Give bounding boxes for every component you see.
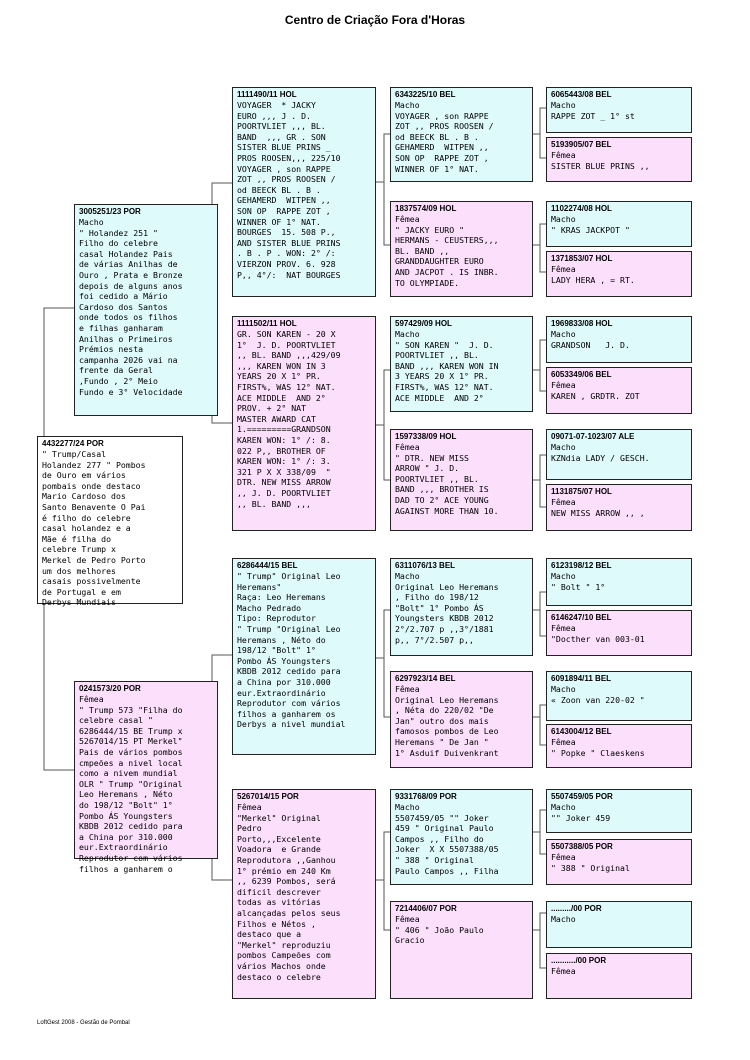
pedigree-card-gen4-14[interactable]: [546, 839, 692, 885]
card-description: Macho 5507459/05 "" Joker 459 " Original Paulo Campos ,, Filho do Joker X X 5507388/05 " 388 " Original Paulo Campos ,, Filha: [395, 802, 499, 876]
pedigree-card-gen3-5[interactable]: [390, 558, 533, 656]
ring-number: 1102274/08 HOL: [551, 204, 612, 213]
pedigree-card-gen4-3[interactable]: [546, 201, 692, 247]
pedigree-card-gen4-7[interactable]: [546, 429, 692, 480]
card-description: Macho "" Joker 459: [551, 802, 611, 823]
ring-number: 9331768/09 POR: [395, 792, 457, 801]
ring-number: 6286444/15 BEL: [237, 561, 298, 570]
pedigree-card-sire-dam[interactable]: [232, 316, 376, 531]
pedigree-card-dam-sire[interactable]: [232, 558, 376, 755]
pedigree-card-gen3-1[interactable]: [390, 87, 533, 182]
ring-number: 1111490/11 HOL: [237, 90, 297, 99]
card-description: Fêmea " JACKY EURO " HERMANS - CEUSTERS,,, BL. BAND ,, GRANDDAUGHTER EURO AND JACPOT . IS INBR. TO OLYMPIADE.: [395, 214, 499, 288]
card-description: Fêmea NEW MISS ARROW ,, ,: [551, 497, 645, 518]
ring-number: 3005251/23 POR: [79, 207, 141, 216]
card-description: Macho " Holandez 251 " Filho do celebre casal Holandez Pais de várias Anilhas de Ouro , Prata e Bronze depois de alguns anos foi cedido a Mário Cardoso dos Santos onde todos os filhos e filhas ganharam Anilhas o Primeiros Prémios nesta campanha 2026 vai na frente da Geral ,Fundo , 2° Meio Fundo e 3° Velocidade: [79, 217, 183, 397]
page-title: Centro de Criação Fora d'Horas: [284, 13, 466, 27]
card-description: Fêmea " Popke " Claeskens: [551, 737, 645, 758]
pedigree-card-gen3-4[interactable]: [390, 429, 533, 531]
card-description: Fêmea "Docther van 003-01: [551, 623, 645, 644]
ring-number: 6311076/13 BEL: [395, 561, 456, 570]
ring-number: 0241573/20 POR: [79, 684, 141, 693]
ring-number: 7214406/07 POR: [395, 904, 457, 913]
card-description: Macho " Bolt " 1°: [551, 571, 606, 592]
pedigree-card-gen3-7[interactable]: [390, 789, 533, 885]
card-description: Macho Original Leo Heremans , Filho do 198/12 "Bolt" 1° Pombo ÁS Youngsters KBDB 2012 2°/2.707 p ,,3°/1881 p,, 7°/2.507 p,,: [395, 571, 499, 645]
ring-number: 6053349/06 BEL: [551, 370, 612, 379]
pedigree-card-gen4-12[interactable]: [546, 724, 692, 768]
footer-credit: LoftGest 2008 - Gestão de Pombal: [37, 1020, 130, 1026]
card-description: Fêmea " 388 " Original: [551, 852, 630, 873]
card-description: Fêmea SISTER BLUE PRINS ,,: [551, 150, 650, 171]
card-description: Macho RAPPE ZOT _ 1° st: [551, 100, 635, 121]
card-description: Fêmea KAREN , GRDTR. ZOT: [551, 380, 640, 401]
pedigree-card-gen4-6[interactable]: [546, 367, 692, 414]
pedigree-card-gen3-8[interactable]: [390, 901, 533, 999]
ring-number: 1597338/09 HOL: [395, 432, 457, 441]
pedigree-card-gen4-15[interactable]: [546, 901, 692, 948]
card-description: VOYAGER * JACKY EURO ,,, J . D. POORTVLIET ,,, BL. BAND ,,, GR . SON SISTER BLUE PRINS _ PROS ROOSEN,,, 225/10 VOYAGER , son RAPPE ZOT ,, PROS ROOSEN / od BEECK BL . B . GEHAMERD WITPEN ,, SON OP RAPPE ZOT , WINNER OF 1° NAT. BOURGES 15. 508 P., AND SISTER BLUE PRINS . B . P . WON: 2° /: VIERZON PROV. 6. 928 P,, 4°/: NAT BOURGES: [237, 100, 341, 280]
card-description: Fêmea " Trump 573 "Filha do celebre casal " 6286444/15 BE Trump x 5267014/15 PT Merkel" Pais de vários pombos cmpeões a nivel local como a nivem mundial OLR " Trump "Original Leo Heremans , Néto do 198/12 "Bolt" 1° Pombo ÁS Youngsters KBDB 2012 cedido para a China por 310.000 eur.Extraordinário Reprodutor com vários filhos a ganharem o: [79, 694, 183, 874]
pedigree-card-dam-dam[interactable]: [232, 789, 376, 999]
pedigree-card-gen3-6[interactable]: [390, 671, 533, 768]
pedigree-card-gen4-1[interactable]: [546, 87, 692, 133]
pedigree-card-gen4-10[interactable]: [546, 610, 692, 656]
pedigree-card-gen3-3[interactable]: [390, 316, 533, 412]
ring-number: 1969833/08 HOL: [551, 319, 613, 328]
pedigree-card-gen4-9[interactable]: [546, 558, 692, 606]
ring-number: 5193905/07 BEL: [551, 140, 612, 149]
ring-number: 6297923/14 BEL: [395, 674, 456, 683]
ring-number: .........../00 POR: [551, 956, 607, 965]
ring-number: 4432277/24 POR: [42, 439, 104, 448]
card-description: Fêmea LADY HERA , = RT.: [551, 264, 635, 285]
card-description: Fêmea " DTR. NEW MISS ARROW " J. D. POORTVLIET ,, BL. BAND ,,, BROTHER IS DAD TO 2° ACE YOUNG AGAINST MORE THAN 10.: [395, 442, 499, 516]
card-description: Macho " SON KAREN " J. D. POORTVLIET ,, BL. BAND ,,, KAREN WON IN 3 YEARS 20 X 1° PR. FIRST%, WAS 12° NAT. ACE MIDDLE AND 2°: [395, 329, 499, 403]
pedigree-card-gen3-2[interactable]: [390, 201, 533, 297]
pedigree-card-gen4-13[interactable]: [546, 789, 692, 833]
ring-number: 6343225/10 BEL: [395, 90, 456, 99]
ring-number: 1131875/07 HOL: [551, 487, 612, 496]
card-description: " Trump" Original Leo Heremans" Raça: Leo Heremans Macho Pedrado Tipo: Reprodutor " Trump "Original Leo Heremans , Néto do 198/12 "Bolt" 1° Pombo ÁS Youngsters KBDB 2012 cedido para a China por 310.000 eur.Extraordinário Reprodutor com vários filhos a ganharem os Derbys a nivel mundial: [237, 571, 346, 730]
ring-number: 6146247/10 BEL: [551, 613, 612, 622]
ring-number: 1837574/09 HOL: [395, 204, 457, 213]
ring-number: 5507459/05 POR: [551, 792, 613, 801]
card-description: Macho « Zoon van 220-02 ": [551, 684, 645, 705]
pedigree-card-sire-sire[interactable]: [232, 87, 376, 297]
pedigree-card-dam[interactable]: [74, 681, 218, 874]
pedigree-card-gen4-8[interactable]: [546, 484, 692, 531]
ring-number: 597429/09 HOL: [395, 319, 452, 328]
ring-number: 6065443/08 BEL: [551, 90, 612, 99]
card-description: GR. SON KAREN - 20 X 1° J. D. POORTVLIET ,, BL. BAND ,,,429/09 ,,, KAREN WON IN 3 YEARS 20 X 1° PR. FIRST%, WAS 12° NAT. ACE MIDDLE AND 2° PROV. + 2° NAT MASTER AWARD CAT 1.=========GRANDSON KAREN WON: 1° /: 8. 022 P,, BROTHER OF KAREN WON: 1° /: 3. 321 P X X 338/09 " DTR. NEW MISS ARROW ,, J. D. POORTVLIET ,, BL. BAND ,,,: [237, 329, 341, 509]
pedigree-card-sire[interactable]: [74, 204, 218, 416]
ring-number: ........./00 POR: [551, 904, 602, 913]
pedigree-card-subject[interactable]: [37, 436, 183, 608]
card-description: Macho KZNdia LADY / GESCH.: [551, 442, 650, 463]
card-description: Macho " KRAS JACKPOT ": [551, 214, 630, 235]
ring-number: 6123198/12 BEL: [551, 561, 612, 570]
ring-number: 6091894/11 BEL: [551, 674, 612, 683]
card-description: Macho VOYAGER , son RAPPE ZOT ,, PROS ROOSEN / od BEECK BL . B . GEHAMERD WITPEN ,, SON OP RAPPE ZOT , WINNER OF 1° NAT.: [395, 100, 494, 174]
card-description: Macho GRANDSON J. D.: [551, 329, 630, 350]
pedigree-card-gen4-16[interactable]: [546, 953, 692, 999]
card-description: Macho: [551, 914, 576, 924]
ring-number: 5507388/05 POR: [551, 842, 613, 851]
pedigree-card-gen4-4[interactable]: [546, 251, 692, 297]
card-description: Fêmea " 406 " João Paulo Gracio: [395, 914, 484, 946]
ring-number: 5267014/15 POR: [237, 792, 299, 801]
ring-number: 1371853/07 HOL: [551, 254, 613, 263]
pedigree-card-gen4-2[interactable]: [546, 137, 692, 182]
card-description: Fêmea Original Leo Heremans , Néta do 220/02 "De Jan" outro dos mais famosos pombos de Leo Heremans " De Jan " 1° Asduif Duivenkrant: [395, 684, 499, 758]
pedigree-card-gen4-5[interactable]: [546, 316, 692, 363]
card-description: " Trump/Casal Holandez 277 " Pombos de Ouro em vários pombais onde destaco Mario Cardoso dos Santo Benavente O Pai é filho do celebre casal holandez e a Mãe é filha do celebre Trump x Merkel de Pedro Porto um dos melhores casais possivelmente de Portugal e em Derbys Mundiais: [42, 449, 146, 608]
card-description: Fêmea: [551, 966, 576, 976]
pedigree-card-gen4-11[interactable]: [546, 671, 692, 721]
ring-number: 09071-07-1023/07 ALE: [551, 432, 635, 441]
ring-number: 6143004/12 BEL: [551, 727, 612, 736]
card-description: Fêmea "Merkel" Original Pedro Porto,,,Excelente Voadora e Grande Reprodutora ,,Ganhou 1° prémio em 240 Km ,, 6239 Pombos, será dificil descrever todas as vitórias alcançadas pelos seus Filhos e Nétos , destaco que a "Merkel" reproduziu pombos Campeões com vários Machos onde destaco o celebre: [237, 802, 341, 982]
ring-number: 1111502/11 HOL: [237, 319, 297, 328]
